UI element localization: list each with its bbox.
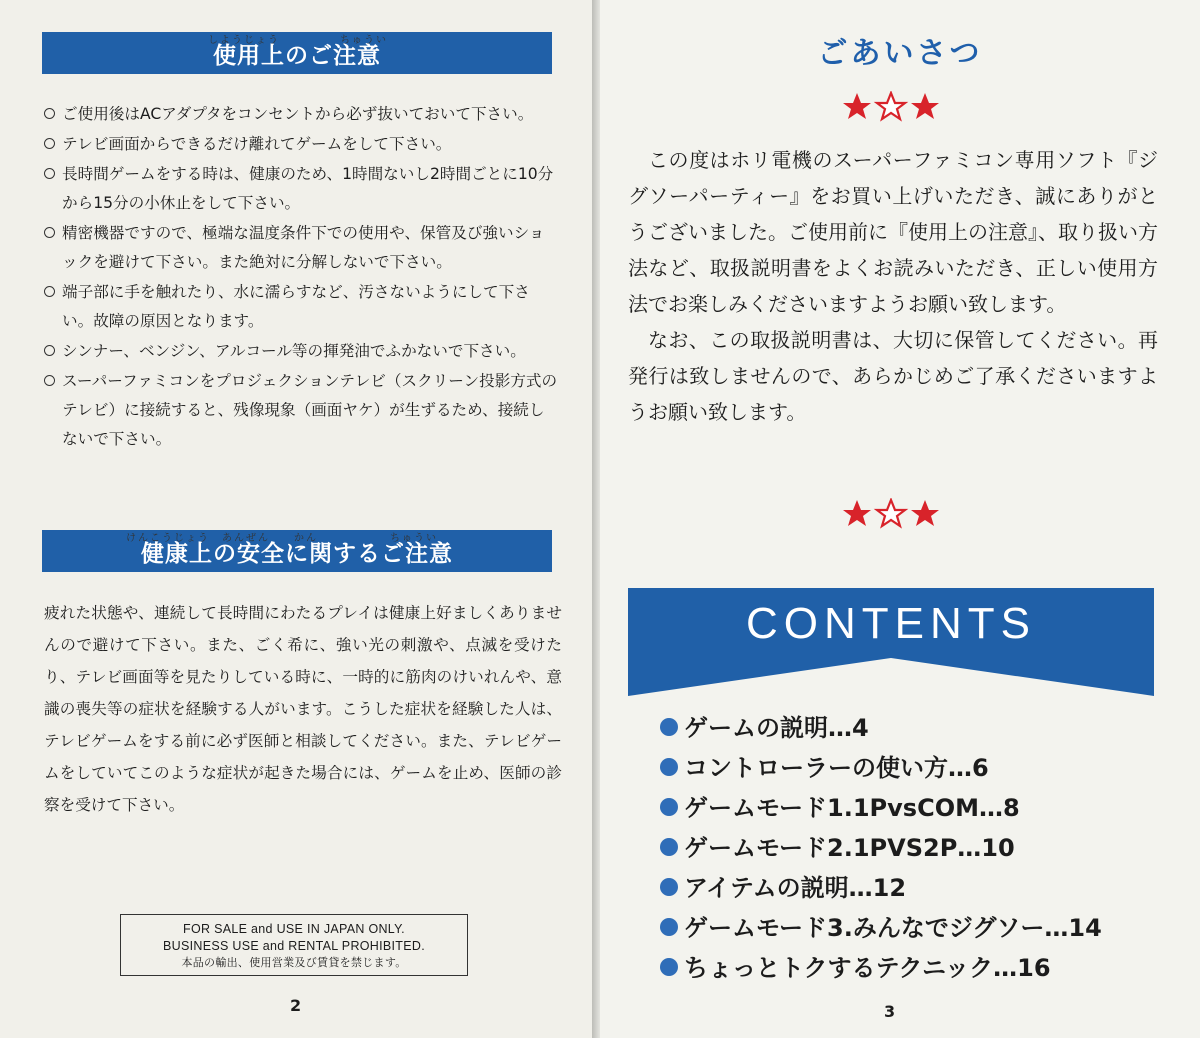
legal-notice-box (120, 914, 468, 976)
notice-item (44, 337, 560, 366)
table-of-contents (660, 708, 1160, 988)
toc-item[interactable] (660, 788, 1160, 828)
notice-item (44, 160, 560, 218)
toc-item-label: アイテムの説明…12 (684, 874, 907, 902)
page-number-right: 3 (884, 1002, 896, 1021)
usage-notice-list (44, 100, 560, 455)
notice-item (44, 219, 560, 277)
toc-item[interactable] (660, 748, 1160, 788)
notice-item-text: テレビ画面からできるだけ離れてゲームをして下さい。 (62, 135, 452, 153)
legal-line-3: 本品の輸出、使用営業及び賃貸を禁じます。 (181, 957, 407, 969)
greeting-paragraph: この度はホリ電機のスーパーファミコン専用ソフト『ジグソーパーティー』をお買い上げいただき、誠にありがとうございました。ご使用前に『使用上の注意』、取り扱い方法など、取扱説明書をよくお読みいただき、正しい使用方法でお楽しみくださいますようお願い致します。 (628, 148, 1158, 316)
health-safety-text: 疲れた状態や、連続して長時間にわたるプレイは健康上好ましくありませんので避けて下さい。また、ごく希に、強い光の刺激や、点滅を受けたり、テレビ画面等を見たりしている時に、一時的に筋肉のけいれんや、意識の喪失等の症状を経験する人がいます。こうした症状を経験した人は、テレビゲームをする前に必ず医師と相談してください。また、テレビゲームをしていてこのような症状が起きた場合には、ゲームを止め、医師の診察を受けて下さい。 (44, 604, 562, 814)
dot-bullet-icon (660, 798, 678, 816)
dot-bullet-icon (660, 918, 678, 936)
red-star-icon (843, 500, 871, 526)
stars-divider-top (841, 91, 941, 123)
toc-item[interactable] (660, 908, 1160, 948)
contents-title: CONTENTS (746, 599, 1036, 648)
notice-item (44, 130, 560, 159)
dot-bullet-icon (660, 958, 678, 976)
dot-bullet-icon (660, 838, 678, 856)
toc-item-label: ゲームモード3.みんなでジグソー…14 (684, 914, 1102, 942)
notice-item-text: 精密機器ですので、極端な温度条件下での使用や、保管及び強いショックを避けて下さい。また絶対に分解しないで下さい。 (62, 224, 545, 271)
dot-bullet-icon (660, 758, 678, 776)
page-gutter (592, 0, 600, 1038)
toc-item-label: ゲームモード1.1PvsCOM…8 (684, 794, 1020, 822)
ring-bullet-icon (44, 168, 55, 179)
toc-item-label: ちょっとトクするテクニック…16 (684, 954, 1051, 982)
usage-notice-title: 使用上のご注意 (213, 43, 381, 69)
toc-item[interactable] (660, 828, 1160, 868)
health-safety-banner (42, 530, 552, 572)
notice-item-text: 長時間ゲームをする時は、健康のため、1時間ないし2時間ごとに10分から15分の小休止をして下さい。 (62, 165, 554, 212)
notice-item (44, 278, 560, 336)
greeting-text (628, 142, 1158, 430)
stars-divider-bottom (841, 498, 941, 530)
greeting-paragraph: なお、この取扱説明書は、大切に保管してください。再発行は致しませんので、あらかじめご了承くださいますようお願い致します。 (628, 328, 1158, 424)
dot-bullet-icon (660, 718, 678, 736)
greeting-title: ごあいさつ (817, 36, 983, 71)
toc-item-label: コントローラーの使い方…6 (684, 754, 989, 782)
red-star-icon (843, 93, 871, 119)
usage-notice-banner (42, 32, 552, 74)
red-star-icon (911, 500, 939, 526)
usage-notice-ruby: しようじょう ちゅうい (208, 35, 388, 46)
ring-bullet-icon (44, 138, 55, 149)
red-star-icon (911, 93, 939, 119)
toc-item[interactable] (660, 948, 1160, 988)
legal-line-2: BUSINESS USE and RENTAL PROHIBITED. (163, 939, 425, 953)
white-star-icon (877, 500, 905, 526)
ring-bullet-icon (44, 227, 55, 238)
ring-bullet-icon (44, 345, 55, 356)
notice-item (44, 367, 560, 454)
ring-bullet-icon (44, 286, 55, 297)
notice-item-text: ご使用後はACアダプタをコンセントから必ず抜いておいて下さい。 (62, 105, 534, 123)
notice-item (44, 100, 560, 129)
toc-item-label: ゲームモード2.1PVS2P…10 (684, 834, 1015, 862)
page-number-left: 2 (290, 996, 302, 1015)
ring-bullet-icon (44, 375, 55, 386)
notice-item-text: スーパーファミコンをプロジェクションテレビ（スクリーン投影方式のテレビ）に接続すると、残像現象（画面ヤケ）が生ずるため、接続しないで下さい。 (62, 372, 558, 448)
toc-item[interactable] (660, 868, 1160, 908)
notice-item-text: シンナー、ベンジン、アルコール等の揮発油でふかないで下さい。 (62, 342, 526, 360)
ring-bullet-icon (44, 108, 55, 119)
health-safety-title: 健康上の安全に関するご注意 (141, 541, 453, 567)
health-safety-ruby: けんこうじょう あんぜん かん ちゅうい (126, 533, 438, 544)
white-star-icon (877, 93, 905, 119)
toc-item-label: ゲームの説明…4 (684, 714, 869, 742)
legal-line-1: FOR SALE and USE IN JAPAN ONLY. (183, 922, 405, 936)
notice-item-text: 端子部に手を触れたり、水に濡らすなど、汚さないようにして下さい。故障の原因となります。 (62, 283, 530, 330)
toc-item[interactable] (660, 708, 1160, 748)
dot-bullet-icon (660, 878, 678, 896)
